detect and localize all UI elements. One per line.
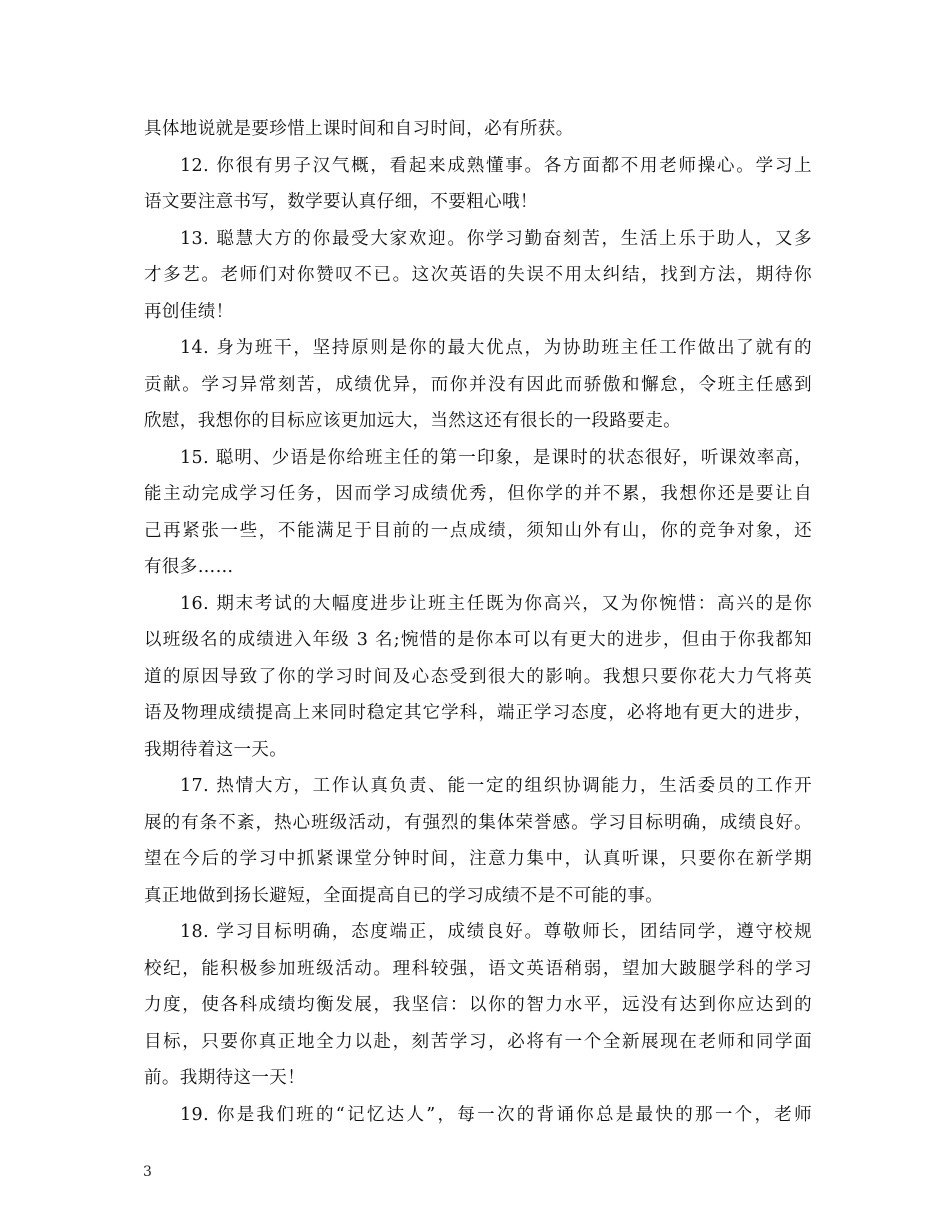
text-line: 有很多……	[144, 557, 234, 577]
text-line: 再创佳绩！	[144, 301, 234, 322]
text-line: 能主动完成学习任务，因而学习成绩优秀，但你学的并不累，我想你还是要让自	[144, 484, 812, 504]
text-line: 18. 学习目标明确，态度端正，成绩良好。尊敬师长，团结同学，遵守校规	[180, 922, 812, 942]
text-line: 19. 你是我们班的“记忆达人”，每一次的背诵你总是最快的那一个，老师	[180, 1104, 812, 1125]
text-line: 校纪，能积极参加班级活动。理科较强，语文英语稍弱，望加大跛腿学科的学习	[144, 958, 812, 979]
text-line: 语文要注意书写，数学要认真仔细，不要粗心哦！	[144, 192, 538, 212]
text-line: 具体地说就是要珍惜上课时间和自习时间，必有所获。	[144, 119, 574, 139]
text-line: 展的有条不紊，热心班级活动，有强烈的集体荣誉感。学习目标明确，成绩良好。	[144, 812, 812, 833]
text-line: 道的原因导致了你的学习时间及心态受到很大的影响。我想只要你花大力气将英	[144, 666, 812, 687]
text-line: 真正地做到扬长避短，全面提高自已的学习成绩不是不可能的事。	[144, 885, 664, 906]
text-line: 14. 身为班干，坚持原则是你的最大优点，为协助班主任工作做出了就有的	[180, 338, 812, 358]
text-line: 望在今后的学习中抓紧课堂分钟时间，注意力集中，认真听课，只要你在新学期	[144, 849, 812, 869]
text-line: 16. 期末考试的大幅度进步让班主任既为你高兴，又为你惋惜：高兴的是你	[180, 593, 812, 614]
page-number: 3	[143, 1164, 152, 1180]
text-line: 前。我期待这一天！	[144, 1068, 306, 1088]
text-line: 12. 你很有男子汉气概，看起来成熟懂事。各方面都不用老师操心。学习上	[180, 155, 812, 176]
text-line: 贡献。学习异常刻苦，成绩优异，而你并没有因此而骄傲和懈怠，令班主任感到	[144, 374, 812, 395]
text-line: 以班级名的成绩进入年级 3 名;惋惜的是你本可以有更大的进步，但由于你我都知	[144, 630, 812, 650]
text-line: 17. 热情大方，工作认真负责、能一定的组织协调能力，生活委员的工作开	[180, 776, 812, 796]
text-line: 力度，使各科成绩均衡发展，我坚信：以你的智力水平，远没有达到你应达到的	[144, 995, 812, 1015]
text-line: 目标，只要你真正地全力以赴，刻苦学习，必将有一个全新展现在老师和同学面	[144, 1031, 812, 1052]
text-line: 13. 聪慧大方的你最受大家欢迎。你学习勤奋刻苦，生活上乐于助人，又多	[180, 228, 812, 249]
text-line: 15. 聪明、少语是你给班主任的第一印象，是课时的状态很好，听课效率高，	[180, 447, 812, 468]
text-line: 欣慰，我想你的目标应该更加远大，当然这还有很长的一段路要走。	[144, 411, 681, 431]
document-body	[144, 116, 812, 1138]
text-line: 我期待着这一天。	[144, 739, 288, 760]
text-line: 己再紧张一些，不能满足于目前的一点成绩，须知山外有山，你的竞争对象，还	[144, 520, 812, 541]
text-line: 才多艺。老师们对你赞叹不已。这次英语的失误不用太纠结，找到方法，期待你	[144, 265, 812, 285]
text-line: 语及物理成绩提高上来同时稳定其它学科，端正学习态度，必将地有更大的进步，	[144, 703, 812, 723]
